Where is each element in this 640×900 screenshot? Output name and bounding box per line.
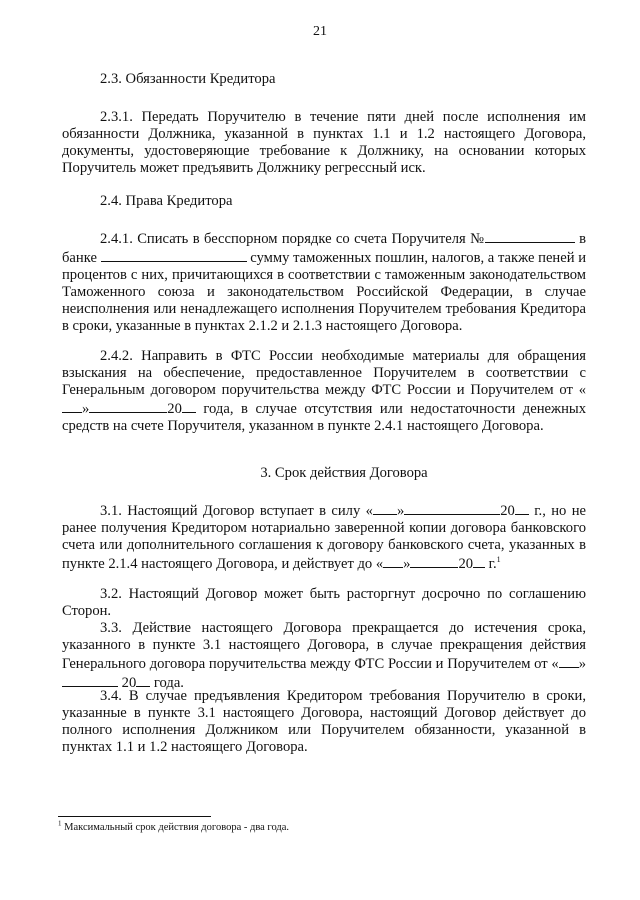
day-blank (559, 654, 579, 668)
year-blank (182, 399, 196, 413)
clause-text: 3.4. В случае предъявления Кредитором требования Поручителю в сроки, указанные в пункте 3.1 настоящего Договора, настоящий Договор действует до полного исполнения Должником или Поручителем обязанности, указанной в пунктах 1.1 и 1.2 настоящего Договора. (62, 688, 586, 755)
clause-text: 3.3. Действие настоящего Договора прекращается до истечения срока, указанного в пункте 3.1 настоящего Договора, в случае прекращения действия Генерального договора поручительства между ФТС России и Поручителем от « » 20 года. (62, 620, 586, 691)
clause-3-2 (62, 586, 586, 620)
page-number: 21 (313, 24, 327, 39)
footnote-text: Максимальный срок действия договора - два года. (61, 822, 290, 833)
footnote-ref: 1 (496, 555, 501, 565)
section-heading: 2.3. Обязанности Кредитора (100, 71, 276, 87)
year-blank (473, 554, 485, 568)
clause-2-4-1 (62, 229, 586, 335)
section-heading: 3. Срок действия Договора (260, 465, 428, 481)
account-number-blank (485, 229, 575, 243)
clause-text: 2.3.1. Передать Поручителю в течение пяти дней после исполнения им обязанности Должника, указанной в пунктах 1.1 и 1.2 настоящего Договора, документы, удостоверяющие требование к Должнику, на основании которых Поручитель может предъявить Должнику регрессный иск. (62, 109, 586, 176)
day-blank (373, 501, 397, 515)
year-blank (515, 501, 529, 515)
clause-text: 2.4.1. Списать в бесспорном порядке со счета Поручителя № в банке сумму таможенных пошлин, налогов, а также пеней и процентов с них, причитающихся в соответствии с таможенным законодательством Таможенного союза и законодательством Российской Федерации, в случае неисполнения или ненадлежащего исполнения Поручителем требования Кредитора в сроки, указанные в пунктах 2.1.2 и 2.1.3 настоящего Договора. (62, 231, 587, 334)
clause-text: 3.1. Настоящий Договор вступает в силу « » 20 г., но не ранее получения Кредитором нотариально заверенной копии договора банковского счета или дополнительного соглашения к договору банковского счета, указанных в пункте 2.1.4 настоящего Договора, и действует до « » 20 г.$^1$ (62, 503, 586, 572)
month-blank (62, 673, 118, 687)
section-3 (62, 465, 586, 482)
footnote-separator (58, 816, 211, 817)
clause-text: 3.2. Настоящий Договор может быть расторгнут досрочно по соглашению Сторон. (62, 586, 586, 619)
month-blank (404, 501, 500, 515)
section-heading: 2.4. Права Кредитора (100, 193, 233, 209)
year-blank (136, 673, 150, 687)
section-2-3 (62, 71, 586, 88)
footnote-marker: 1 (58, 819, 62, 828)
section-2-4 (62, 193, 586, 210)
day-blank (62, 399, 82, 413)
clause-text: 2.4.2. Направить в ФТС России необходимые материалы для обращения взыскания на обеспечение, предоставленное Поручителем в соответствии с Генеральным договором поручительства между ФТС России и Поручителем от «» 20 года, в случае отсутствия или недостаточности денежных средств на счете Поручителя, указанном в пункте 2.4.1 настоящего Договора. (62, 348, 586, 434)
bank-name-blank (101, 248, 247, 262)
footnote (58, 819, 290, 833)
clause-2-3-1 (62, 109, 586, 177)
clause-2-4-2 (62, 348, 586, 435)
day-blank (383, 554, 403, 568)
clause-3-3 (62, 620, 586, 692)
month-blank (89, 399, 167, 413)
month-blank (410, 554, 458, 568)
clause-3-4 (62, 688, 586, 756)
clause-3-1 (62, 501, 586, 573)
